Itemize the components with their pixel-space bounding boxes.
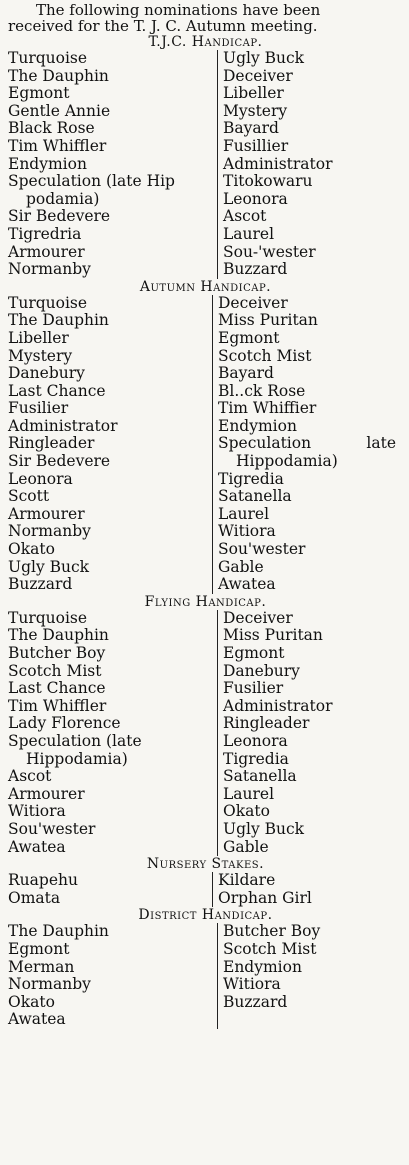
- nomination-entry: Orphan Girl: [218, 888, 312, 907]
- nomination-entry: Satanella: [223, 767, 297, 786]
- nomination-entry: Sou'wester: [8, 819, 96, 838]
- left-column: [8, 610, 217, 856]
- intro-paragraph: [8, 2, 403, 34]
- nomination-entry: Sir Bedevere: [8, 452, 111, 471]
- nomination-entry: Laurel: [223, 224, 275, 243]
- nomination-entry: Butcher Boy: [223, 922, 321, 941]
- nomination-entry: Administrator: [223, 154, 333, 173]
- nomination-entry: Leonora: [223, 189, 288, 208]
- nomination-entry: Turquoise: [8, 608, 88, 627]
- nomination-entry: Ruapehu: [8, 871, 78, 890]
- nomination-entry: Endymion: [223, 957, 302, 976]
- nomination-entry: Awatea: [218, 575, 276, 594]
- nomination-entry: Miss Puritan: [218, 311, 318, 330]
- nomination-entry: Fusilier: [8, 399, 69, 418]
- nomination-entry: Normanby: [8, 260, 91, 279]
- nomination-entry: Egmont: [223, 644, 285, 662]
- nomination-entry: Awatea: [8, 837, 66, 856]
- nomination-entry: Ugly Buck: [223, 819, 305, 838]
- nomination-entry: Turquoise: [8, 49, 88, 67]
- nomination-entry: Danebury: [223, 661, 300, 680]
- nomination-entry: Armourer: [8, 504, 85, 523]
- nomination-entry: Tim Whiffler: [8, 696, 107, 715]
- nomination-entry: Ringleader: [223, 714, 310, 733]
- nomination-entry: Speculation (late: [8, 731, 142, 750]
- right-column: [212, 295, 396, 594]
- nomination-entry: Sir Bedevere: [8, 207, 111, 226]
- nomination-entry: Sou-'wester: [223, 242, 316, 261]
- left-column: [8, 923, 217, 1029]
- section-heading: District Handicap.: [138, 907, 273, 924]
- nomination-entry: Ugly Buck: [8, 557, 90, 576]
- nomination-entry: Ugly Buck: [223, 49, 305, 67]
- nomination-entry: Administrator: [223, 696, 333, 715]
- nomination-entry: Gable: [223, 837, 269, 856]
- nomination-columns: [8, 50, 403, 279]
- nomination-entry: Egmont: [218, 328, 280, 347]
- nomination-entry: Tim Whiffler: [8, 136, 107, 155]
- nomination-entry: Leonora: [223, 731, 288, 750]
- nomination-entry: Black Rose: [8, 119, 95, 138]
- right-column: [217, 50, 333, 279]
- nomination-entry: Speculation (late Hip: [8, 172, 175, 191]
- nomination-entry: The Dauphin: [8, 626, 109, 645]
- nomination-entry: Laurel: [218, 504, 270, 523]
- nomination-columns: [8, 295, 403, 594]
- nomination-entry: Libeller: [8, 328, 69, 347]
- nomination-entry: Witiora: [218, 522, 276, 541]
- nomination-entry: Deceiver: [223, 66, 293, 85]
- section-heading: Flying Handicap.: [144, 593, 267, 610]
- nomination-entry: Kildare: [218, 871, 276, 890]
- nomination-entry: Butcher Boy: [8, 644, 106, 662]
- left-column: [8, 50, 217, 279]
- nomination-entry: Satanella: [218, 487, 292, 506]
- nomination-entry: The Dauphin: [8, 922, 109, 941]
- nomination-entry: Last Chance: [8, 381, 106, 400]
- nomination-entry: Speculation late: [218, 434, 396, 453]
- nomination-entry: Egmont: [8, 84, 70, 103]
- intro-line-2: received for the T. J. C. Autumn meeting.: [8, 17, 318, 35]
- nomination-entry: Bayard: [223, 119, 279, 138]
- nomination-entry: Omata: [8, 888, 61, 907]
- nomination-entry: Mystery: [8, 346, 73, 365]
- nomination-entry: Buzzard: [223, 992, 288, 1011]
- nomination-entry: Danebury: [8, 364, 85, 383]
- nomination-entry: Bayard: [218, 364, 274, 383]
- nomination-entry: The Dauphin: [8, 311, 109, 330]
- nomination-entry: Armourer: [8, 784, 85, 803]
- nomination-entry: Leonora: [8, 469, 73, 488]
- nomination-columns: [8, 872, 403, 907]
- nomination-entry: Fusilier: [223, 679, 284, 698]
- nomination-entry: Administrator: [8, 416, 118, 435]
- nomination-entry: Tigredria: [8, 224, 82, 243]
- section-heading: T.J.C. Handicap.: [148, 34, 263, 50]
- nomination-entry: The Dauphin: [8, 66, 109, 85]
- nomination-entry: Normanby: [8, 522, 91, 541]
- nomination-entry: Ringleader: [8, 434, 95, 453]
- nomination-entry: Turquoise: [8, 293, 88, 312]
- right-column: [217, 610, 333, 856]
- nomination-entry: Deceiver: [223, 608, 293, 627]
- nomination-entry: Sou'wester: [218, 540, 306, 559]
- nomination-entry: Buzzard: [223, 260, 288, 279]
- nomination-entry: Scotch Mist: [8, 661, 102, 680]
- nomination-entry: Endymion: [8, 154, 87, 173]
- nomination-entry: Miss Puritan: [223, 626, 323, 645]
- nomination-entry: Endymion: [218, 416, 297, 435]
- nomination-entry: Fusillier: [223, 136, 289, 155]
- section-heading: Autumn Handicap.: [139, 278, 272, 295]
- nomination-entry: Scotch Mist: [223, 939, 317, 958]
- left-column: [8, 295, 212, 594]
- nomination-columns: [8, 923, 403, 1029]
- nomination-entry: Witiora: [223, 975, 281, 994]
- nomination-entry: Merman: [8, 957, 75, 976]
- nomination-entry: Tim Whiffier: [218, 399, 317, 418]
- nomination-entry: Mystery: [223, 101, 288, 120]
- nomination-entry: Gentle Annie: [8, 101, 111, 120]
- nomination-entry: Gable: [218, 557, 264, 576]
- nomination-entry: Libeller: [223, 84, 284, 103]
- left-column: [8, 872, 212, 907]
- nomination-entry: Normanby: [8, 975, 91, 994]
- nomination-entry: Okato: [8, 540, 55, 559]
- nomination-entry: Ascot: [8, 767, 52, 786]
- intro-line-1: The following nominations have been: [36, 1, 321, 19]
- nomination-sections: [8, 34, 403, 1029]
- right-column: [217, 923, 320, 1029]
- nomination-entry: Witiora: [8, 802, 66, 821]
- nomination-entry: Last Chance: [8, 679, 106, 698]
- nomination-entry: Hippodamia): [236, 452, 338, 471]
- nomination-entry: Tigredia: [218, 469, 284, 488]
- right-column: [212, 872, 312, 907]
- nomination-entry: Armourer: [8, 242, 85, 261]
- section-heading: Nursery Stakes.: [146, 856, 265, 873]
- nomination-entry: Laurel: [223, 784, 275, 803]
- nomination-entry: Titokowaru: [223, 172, 313, 191]
- nomination-columns: [8, 610, 403, 856]
- nomination-entry: Ascot: [223, 207, 267, 226]
- nomination-entry: Tigredia: [223, 749, 289, 768]
- nomination-entry: podamia): [26, 189, 100, 208]
- nomination-entry: Okato: [223, 802, 270, 821]
- nomination-entry: Buzzard: [8, 575, 73, 594]
- nomination-entry: Scotch Mist: [218, 346, 312, 365]
- nomination-entry: Deceiver: [218, 293, 288, 312]
- nomination-entry: Egmont: [8, 939, 70, 958]
- nomination-entry: Scott: [8, 487, 50, 506]
- nomination-entry: Lady Florence: [8, 714, 121, 733]
- nomination-entry: Okato: [8, 992, 55, 1011]
- nomination-entry: Hippodamia): [26, 749, 128, 768]
- nomination-entry: Bl..ck Rose: [218, 381, 306, 400]
- nomination-entry: Awatea: [8, 1010, 66, 1029]
